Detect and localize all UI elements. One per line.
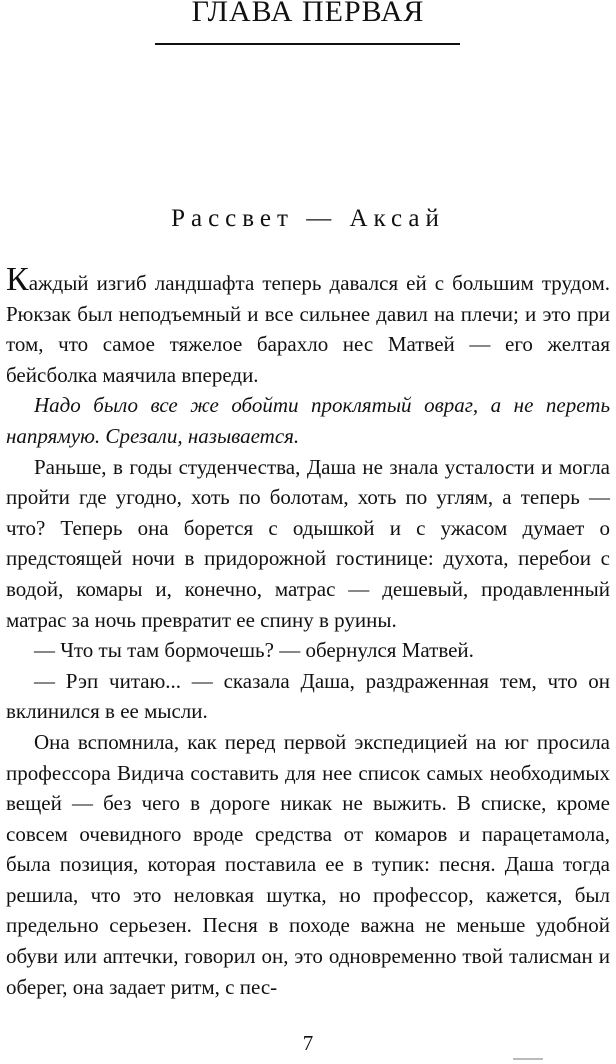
title-rule	[155, 43, 460, 45]
chapter-subtitle: Рассвет — Аксай	[171, 205, 445, 232]
page-number: 7	[302, 1031, 314, 1055]
paragraph-1-text: аждый изгиб ландшафта теперь давался ей с большим трудом. Рюкзак был неподъемный и все сильнее давил на плечи; и это при том, что самое тяжелое барахло нес Матвей — его желтая бейсболка маячила впереди.	[6, 271, 610, 387]
paragraph-6: Она вспомнила, как перед первой экспедицией на юг просила профессора Видича составить для нее список самых необходимых вещей — без чего в дороге никак не выжить. В списке, кроме совсем очевидного вроде средства от комаров и парацетамола, была позиция, которая поставила ее в тупик: песня. Даша тогда решила, что это неловкая шутка, но профессор, кажется, был предельно серьезен. Песня в походе важна не меньше удобной обуви или аптечки, говорил он, это одновременно твой талисман и оберег, она задает ритм, с пес-	[6, 729, 610, 999]
paragraph-5: — Рэп читаю... — сказала Даша, раздраженная тем, что он вклинился в ее мысли.	[6, 668, 610, 724]
paragraph-3: Раньше, в годы студенчества, Даша не знала усталости и могла пройти где угодно, хоть по болотам, хоть по углям, а теперь — что? Теперь она борется с одышкой и с ужасом думает о предстоящей ночи в придорожной гостинице: духота, перебои с водой, комары и, конечно, матрас — дешевый, продавленный матрас за ночь превратит ее спину в руины.	[6, 454, 610, 632]
paragraph-4: — Что ты там бормочешь? — обернулся Матвей.	[34, 638, 474, 663]
drop-cap: К	[6, 261, 29, 298]
chapter-title: ГЛАВА ПЕРВАЯ	[191, 0, 425, 28]
corner-mark	[513, 1058, 543, 1060]
body-text	[6, 261, 610, 1002]
paragraph-1	[6, 261, 610, 390]
paragraph-2: Надо было все же обойти проклятый овраг, а не переть напрямую. Срезали, называется.	[6, 393, 610, 448]
